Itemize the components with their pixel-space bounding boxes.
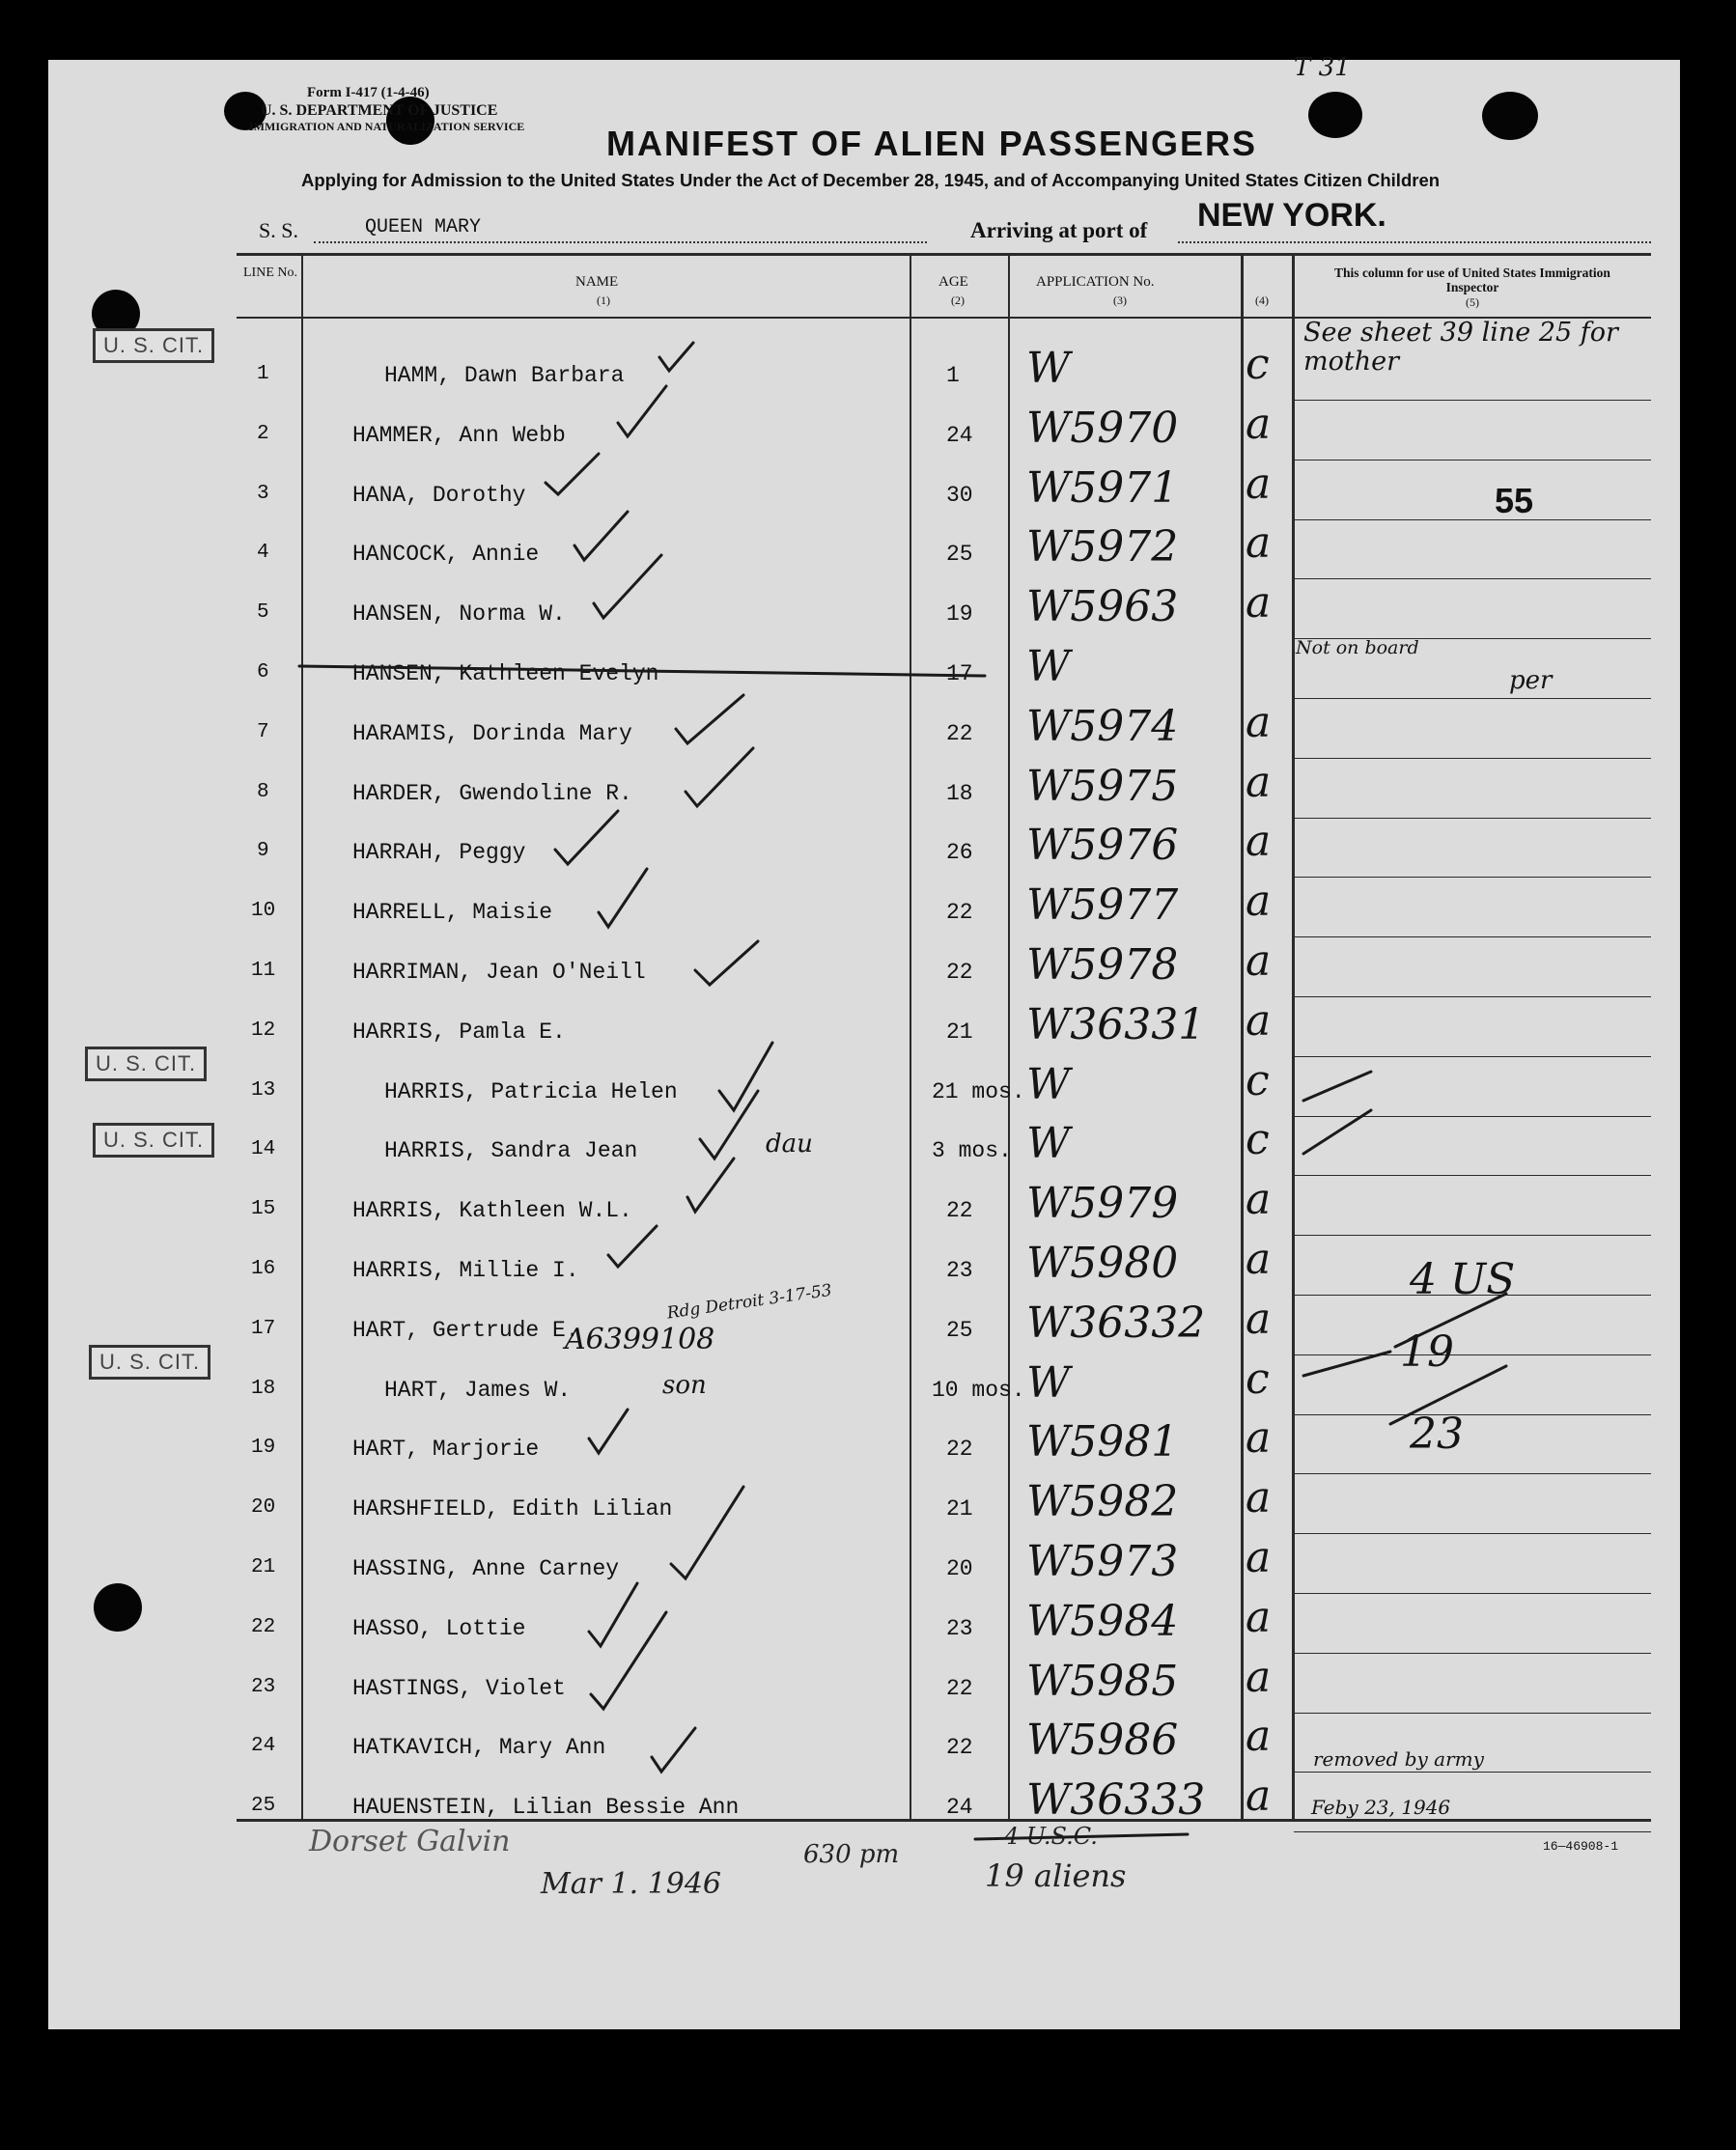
row-class-code: a [1246, 757, 1272, 807]
row-class-code: a [1246, 995, 1272, 1046]
page-title: MANIFEST OF ALIEN PASSENGERS [606, 124, 1258, 163]
inspector-row-rule [1294, 818, 1651, 819]
print-code: 16—46908-1 [1543, 1839, 1619, 1854]
inspector-row-rule [1294, 996, 1651, 997]
row-application-no: W5973 [1026, 1537, 1179, 1586]
row-name: HARRIS, Patricia Helen [384, 1078, 678, 1104]
row-application-no: W5971 [1026, 462, 1179, 513]
row-age: 21 [946, 1019, 973, 1045]
row-line-number: 11 [251, 960, 276, 982]
note-row17b: Rdg Detroit 3-17-53 [665, 1280, 833, 1324]
inspector-row-rule [1294, 1831, 1651, 1832]
row-name: HAMMER, Ann Webb [352, 422, 566, 448]
service: IMMIGRATION AND NATURALIZATION SERVICE [249, 120, 525, 133]
row-name: HANSEN, Norma W. [352, 601, 566, 628]
row-application-no: W5978 [1026, 940, 1179, 990]
row-application-no: W [1026, 1119, 1071, 1169]
row-application-no: W5972 [1026, 522, 1179, 572]
row-application-no: W5981 [1026, 1417, 1179, 1467]
inspector-row-rule [1294, 936, 1651, 937]
row-line-number: 22 [251, 1615, 276, 1638]
row-line-number: 1 [257, 363, 269, 385]
row-line-number: 12 [251, 1019, 276, 1042]
row-application-no: W5986 [1026, 1716, 1179, 1766]
row-age: 25 [946, 542, 973, 568]
inspector-row-rule [1294, 1175, 1651, 1176]
sheet-count: 55 [1495, 481, 1534, 520]
row-line-number: 2 [257, 422, 269, 445]
row-application-no: W5976 [1026, 821, 1179, 871]
row-line-number: 8 [257, 780, 269, 803]
row-application-no: W36331 [1026, 999, 1206, 1049]
inspector-row-rule [1294, 1116, 1651, 1117]
row-name: HASTINGS, Violet [352, 1675, 566, 1701]
port-label: Arriving at port of [970, 218, 1148, 242]
col-header-age-num: (2) [951, 293, 965, 307]
note-row14: dau [766, 1130, 813, 1159]
row-class-code: a [1246, 817, 1272, 867]
footer-date: Mar 1. 1946 [541, 1867, 721, 1901]
inspector-row-rule [1294, 1713, 1651, 1714]
col-header-app: APPLICATION No. [1036, 274, 1155, 290]
note-row25: Feby 23, 1946 [1311, 1796, 1451, 1819]
inspector-row-rule [1294, 698, 1651, 699]
row-name: HARSHFIELD, Edith Lilian [352, 1496, 673, 1522]
row-application-no: W [1026, 642, 1071, 691]
inspector-row-rule [1294, 877, 1651, 878]
row-name: HANSEN, Kathleen Evelyn [352, 661, 659, 686]
page-subtitle: Applying for Admission to the United States Under the Act of December 28, 1945, and of Accompanying United States Citizen Children [301, 170, 1441, 190]
row-name: HARAMIS, Dorinda Mary [352, 720, 632, 746]
row-age: 24 [946, 422, 973, 448]
row-line-number: 19 [251, 1437, 276, 1460]
row-class-code: a [1246, 936, 1272, 986]
row-class-code: a [1246, 578, 1272, 628]
col-header-inspector: This column for use of United States Immigration Inspector [1334, 265, 1610, 294]
inspector-row-rule [1294, 1473, 1651, 1474]
row-age: 22 [946, 1198, 973, 1224]
inspector-row-rule [1294, 1056, 1651, 1057]
row-line-number: 15 [251, 1198, 276, 1221]
row-name: HARDER, Gwendoline R. [352, 780, 632, 806]
row-application-no: W5984 [1026, 1596, 1179, 1646]
row-class-code: a [1246, 1294, 1272, 1344]
footer-time: 630 pm [803, 1840, 900, 1869]
row-age: 23 [946, 1615, 973, 1641]
row-age: 17 [946, 661, 973, 686]
inspector-row-rule [1294, 1653, 1651, 1654]
row-class-code: a [1246, 877, 1272, 927]
col-header-line: LINE No. [243, 265, 297, 280]
ship-line [314, 241, 927, 243]
ship-name: QUEEN MARY [365, 216, 482, 238]
row-age: 22 [946, 1675, 973, 1701]
inspector-row-rule [1294, 1414, 1651, 1415]
row-name: HARRAH, Peggy [352, 840, 526, 866]
row-line-number: 20 [251, 1496, 276, 1520]
col-divider-age [1008, 253, 1010, 1822]
row-class-code: c [1246, 340, 1270, 389]
note-row18: son [662, 1371, 707, 1400]
us-citizen-stamp: U. S. CIT. [93, 328, 214, 363]
row-name: HARRIS, Sandra Jean [384, 1138, 638, 1164]
col-header-name-num: (1) [597, 293, 610, 307]
row-age: 22 [946, 960, 973, 985]
row-age: 24 [946, 1795, 973, 1821]
row-name: HANA, Dorothy [352, 482, 526, 508]
row-application-no: W5970 [1026, 403, 1179, 453]
row-age: 18 [946, 780, 973, 806]
row-class-code: a [1246, 697, 1272, 747]
row-name: HARRELL, Maisie [352, 900, 553, 926]
inspector-row-rule [1294, 1772, 1651, 1773]
row-class-code: c [1246, 1354, 1270, 1404]
row-age: 19 [946, 601, 973, 628]
row-application-no: W [1026, 1357, 1071, 1408]
row-application-no: W [1026, 344, 1071, 393]
row-application-no: W5980 [1026, 1239, 1179, 1288]
row-name: HARRIMAN, Jean O'Neill [352, 960, 646, 985]
col-header-4-num: (4) [1255, 293, 1269, 307]
punch-hole [94, 1583, 142, 1632]
page-reference: T 31 [1294, 53, 1351, 82]
tally-aliens: 19 [1400, 1327, 1454, 1377]
row-application-no: W5963 [1026, 582, 1179, 632]
row-name: HART, Gertrude E. [352, 1317, 579, 1343]
row-application-no: W [1026, 1059, 1071, 1109]
row-line-number: 10 [251, 900, 276, 923]
row-class-code: a [1246, 1592, 1272, 1642]
col-divider-code [1292, 253, 1295, 1822]
row-application-no: W5979 [1026, 1179, 1179, 1229]
punch-hole [1308, 92, 1362, 138]
note-row24: removed by army [1313, 1747, 1484, 1771]
row-class-code: c [1246, 1055, 1270, 1105]
col-divider-line [301, 253, 303, 1822]
row-class-code: a [1246, 399, 1272, 449]
ss-label: S. S. [259, 218, 298, 242]
department: U. S. DEPARTMENT OF JUSTICE [261, 102, 498, 119]
us-citizen-stamp: U. S. CIT. [93, 1123, 214, 1158]
row-class-code: a [1246, 1413, 1272, 1464]
row-age: 10 mos. [932, 1377, 1025, 1403]
inspector-row-rule [1294, 1354, 1651, 1355]
note-row6: Not on board [1296, 637, 1419, 658]
row-name: HARRIS, Pamla E. [352, 1019, 566, 1045]
row-line-number: 5 [257, 601, 269, 625]
inspector-row-rule [1294, 1593, 1651, 1594]
col-header-app-num: (3) [1113, 293, 1127, 307]
row-application-no: W5974 [1026, 701, 1179, 751]
note-row17: A6399108 [565, 1323, 715, 1356]
col-header-name: NAME [575, 274, 619, 290]
col-divider-name [910, 253, 911, 1822]
tally-us: 4 US [1410, 1255, 1516, 1304]
row-line-number: 9 [257, 840, 269, 863]
form-number: Form I-417 (1-4-46) [307, 85, 430, 100]
inspector-row-rule [1294, 460, 1651, 461]
row-age: 25 [946, 1317, 973, 1343]
row-class-code: a [1246, 1235, 1272, 1284]
row-name: HARRIS, Millie I. [352, 1258, 579, 1283]
row-age: 22 [946, 1437, 973, 1463]
row-class-code: a [1246, 1473, 1272, 1523]
row-class-code: a [1246, 459, 1272, 509]
row-name: HASSING, Anne Carney [352, 1556, 620, 1581]
row-application-no: W5977 [1026, 880, 1179, 931]
row-age: 23 [946, 1258, 973, 1283]
footer-us-count: 4 U.S.C. [1004, 1823, 1098, 1850]
us-citizen-stamp: U. S. CIT. [89, 1345, 210, 1380]
row-line-number: 23 [251, 1675, 276, 1698]
row-class-code: a [1246, 1712, 1272, 1762]
row-line-number: 24 [251, 1735, 276, 1758]
row-application-no: W36332 [1026, 1298, 1206, 1348]
punch-hole [1482, 92, 1538, 140]
row-name: HAMM, Dawn Barbara [384, 363, 625, 388]
row-application-no: W5985 [1026, 1656, 1179, 1706]
note-row1: See sheet 39 line 25 for mother [1303, 318, 1618, 377]
row-age: 21 [946, 1496, 973, 1522]
note-row6b: per [1509, 666, 1553, 695]
us-citizen-stamp: U. S. CIT. [85, 1047, 207, 1081]
row-age: 20 [946, 1556, 973, 1581]
row-class-code: a [1246, 1772, 1272, 1822]
row-class-code: c [1246, 1115, 1270, 1165]
row-application-no: W5975 [1026, 761, 1179, 811]
row-name: HART, James W. [384, 1377, 572, 1403]
row-class-code: a [1246, 1175, 1272, 1225]
row-name: HART, Marjorie [352, 1437, 540, 1463]
row-line-number: 6 [257, 661, 269, 684]
port-line [1178, 241, 1651, 243]
table-top-rule [237, 253, 1651, 256]
row-age: 1 [946, 363, 960, 388]
row-class-code: a [1246, 1533, 1272, 1582]
row-application-no: W5982 [1026, 1477, 1179, 1527]
inspector-row-rule [1294, 578, 1651, 579]
inspector-row-rule [1294, 758, 1651, 759]
row-age: 30 [946, 482, 973, 508]
footer-alien-count: 19 aliens [985, 1857, 1127, 1894]
inspector-row-rule [1294, 1235, 1651, 1236]
row-line-number: 25 [251, 1795, 276, 1818]
row-age: 21 mos. [932, 1078, 1025, 1104]
tally-total: 23 [1410, 1410, 1464, 1459]
row-line-number: 3 [257, 482, 269, 505]
footer-signature: Dorset Galvin [309, 1825, 511, 1858]
row-name: HANCOCK, Annie [352, 542, 540, 568]
row-line-number: 18 [251, 1377, 276, 1400]
col-header-age: AGE [938, 274, 968, 290]
row-age: 22 [946, 1735, 973, 1761]
row-line-number: 17 [251, 1317, 276, 1340]
row-line-number: 13 [251, 1078, 276, 1102]
row-age: 3 mos. [932, 1138, 1012, 1164]
row-class-code: a [1246, 1652, 1272, 1702]
row-application-no: W36333 [1026, 1775, 1206, 1826]
row-line-number: 4 [257, 542, 269, 565]
row-name: HATKAVICH, Mary Ann [352, 1735, 606, 1761]
inspector-row-rule [1294, 1533, 1651, 1534]
row-name: HASSO, Lottie [352, 1615, 526, 1641]
row-name: HAUENSTEIN, Lilian Bessie Ann [352, 1795, 740, 1821]
row-age: 22 [946, 900, 973, 926]
row-age: 22 [946, 720, 973, 746]
row-line-number: 14 [251, 1138, 276, 1161]
row-line-number: 16 [251, 1258, 276, 1280]
row-line-number: 7 [257, 720, 269, 743]
col-header-inspector-num: (5) [1466, 295, 1479, 309]
inspector-row-rule [1294, 519, 1651, 520]
port-name: NEW YORK. [1197, 197, 1386, 234]
col-divider-app [1241, 253, 1244, 1822]
row-name: HARRIS, Kathleen W.L. [352, 1198, 632, 1224]
row-class-code: a [1246, 518, 1272, 569]
row-line-number: 21 [251, 1556, 276, 1578]
row-age: 26 [946, 840, 973, 866]
inspector-row-rule [1294, 400, 1651, 401]
